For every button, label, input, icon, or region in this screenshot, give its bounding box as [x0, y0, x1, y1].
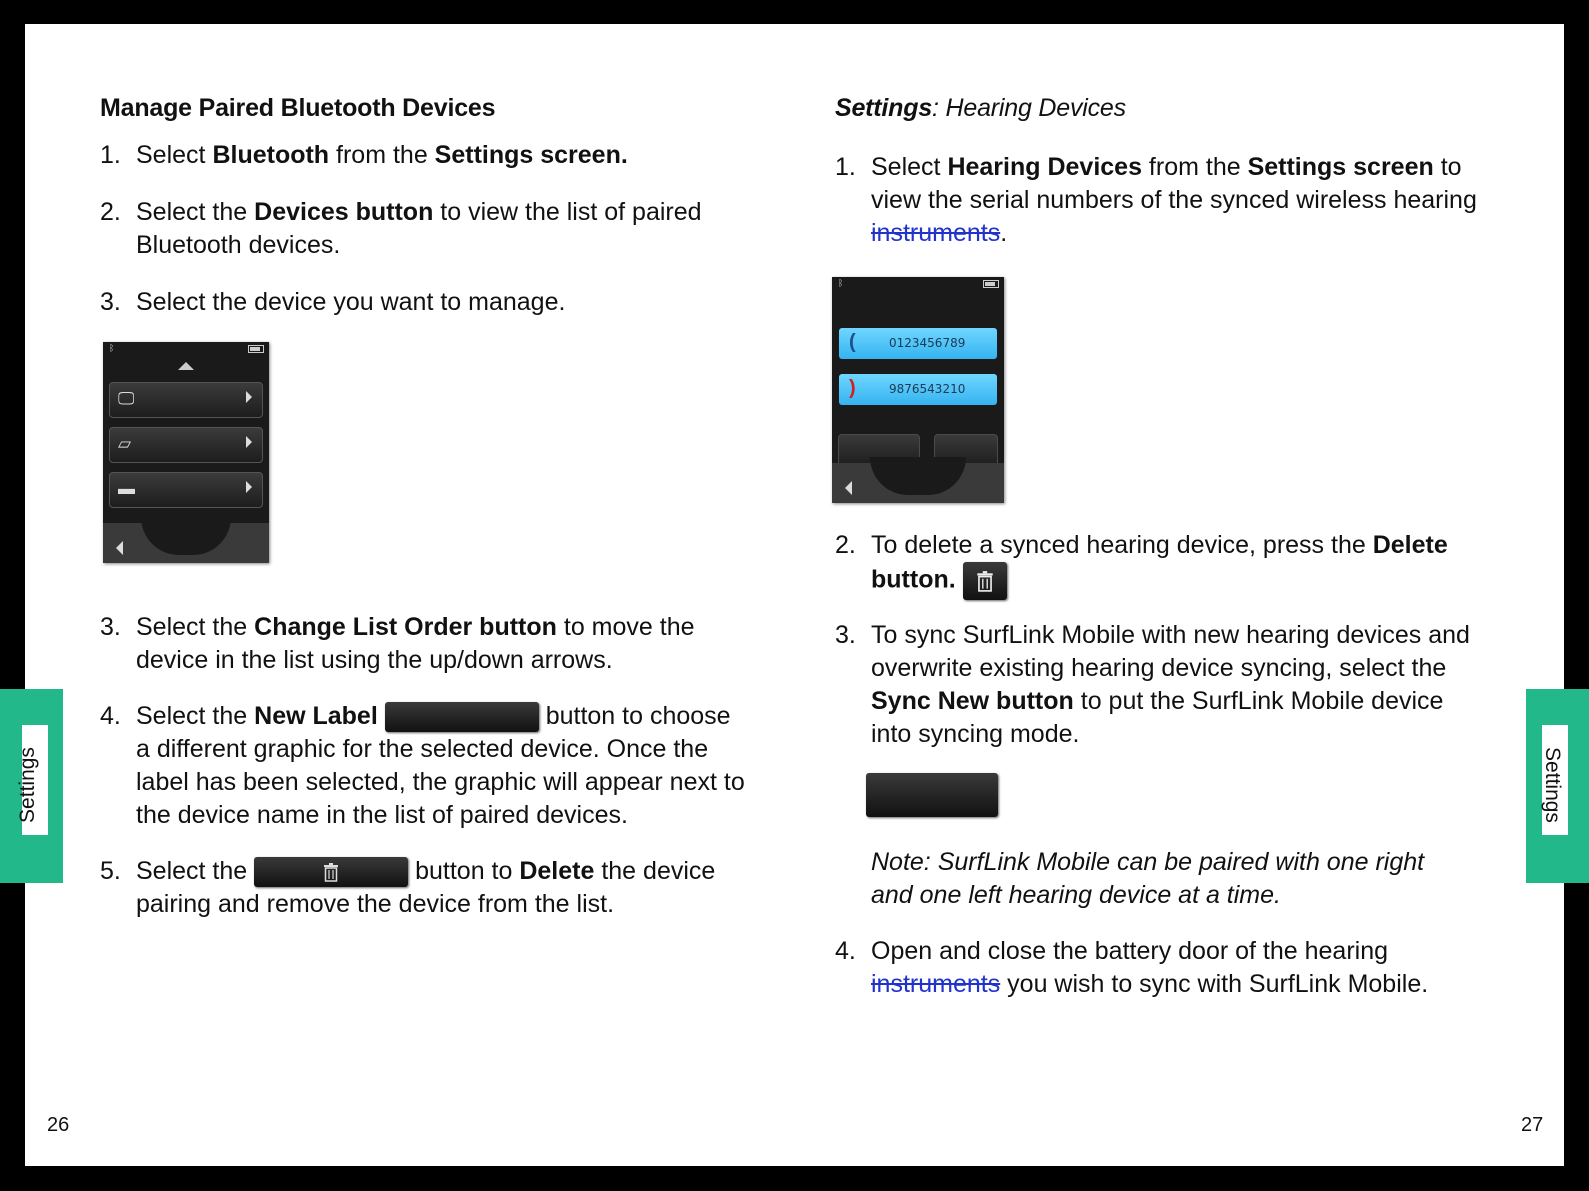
step-item: 2. To delete a synced hearing device, press the Delete button.	[835, 529, 1485, 600]
hearing-device-item[interactable]: ( 0123456789	[839, 328, 997, 359]
side-tab-label: Settings	[1540, 747, 1564, 823]
page-number-right: 27	[1521, 1114, 1544, 1136]
step-item: 5. Select the button to Delete the device pairing and remove the device from the list.	[100, 857, 716, 918]
new-label-button[interactable]	[385, 702, 539, 732]
monitor-icon: 🖵	[118, 389, 135, 408]
section-heading: Settings: Hearing Devices	[835, 94, 1126, 122]
section-heading: Manage Paired Bluetooth Devices	[100, 94, 496, 122]
chevron-right-icon	[246, 436, 252, 448]
trash-icon	[323, 862, 339, 882]
device-list-item[interactable]	[109, 427, 263, 463]
battery-icon	[983, 280, 999, 288]
laptop-icon: ▱	[118, 434, 132, 453]
sync-new-button-sample[interactable]	[866, 773, 998, 817]
status-bar	[103, 342, 269, 354]
step-item: 1. Select Hearing Devices from the Settings screen to view the serial numbers of the synced wireless hearing instruments.	[835, 153, 1477, 247]
page-number-left: 26	[47, 1114, 70, 1136]
step-item: 3. Select the Change List Order button to move the device in the list using the up/down arrows.	[100, 613, 695, 674]
side-tab-label: Settings	[15, 747, 39, 823]
step-item: 2. Select the Devices button to view the list of paired Bluetooth devices.	[100, 198, 702, 259]
delete-button[interactable]	[254, 857, 408, 887]
scroll-up-arrow-icon[interactable]	[178, 362, 194, 370]
battery-icon	[248, 345, 264, 353]
chevron-right-icon	[246, 481, 252, 493]
right-ear-icon: )	[849, 377, 856, 399]
left-ear-icon: (	[849, 331, 856, 353]
trash-icon	[976, 570, 994, 592]
back-arrow-icon[interactable]	[845, 481, 852, 495]
chevron-right-icon	[246, 391, 252, 403]
step-item: 4. Select the New Label button to choose a different graphic for the selected device. Once the label has been selected, the graphic will appear next to the device name in the list of paired devices.	[100, 702, 745, 829]
car-icon: ▬	[118, 479, 135, 498]
bluetooth-icon: ᛒ	[838, 278, 844, 288]
step-item: 1. Select Bluetooth from the Settings screen.	[100, 141, 628, 169]
hearing-devices-screen	[832, 277, 1004, 503]
step-item: 4. Open and close the battery door of the hearing instruments you wish to sync with SurfLink Mobile.	[835, 937, 1429, 998]
back-arrow-icon[interactable]	[116, 541, 123, 555]
device-list-item[interactable]	[109, 472, 263, 508]
step-item: 3. To sync SurfLink Mobile with new hearing devices and overwrite existing hearing device syncing, select the Sync New button to put the SurfLink Mobile device into syncing mode.	[835, 621, 1470, 748]
manual-spread	[25, 24, 1564, 1166]
delete-button-sample[interactable]	[963, 562, 1007, 600]
device-list-screen	[103, 342, 269, 563]
status-bar	[832, 277, 1004, 289]
bluetooth-icon: ᛒ	[109, 343, 115, 353]
hearing-device-item[interactable]: ) 9876543210	[839, 374, 997, 405]
note-text: Note: SurfLink Mobile can be paired with one right and one left hearing device at a time.	[871, 848, 1425, 909]
side-tab-right	[1526, 689, 1589, 883]
device-list-item[interactable]	[109, 382, 263, 418]
step-item: 3. Select the device you want to manage.	[100, 288, 566, 316]
side-tab-left	[0, 689, 63, 883]
